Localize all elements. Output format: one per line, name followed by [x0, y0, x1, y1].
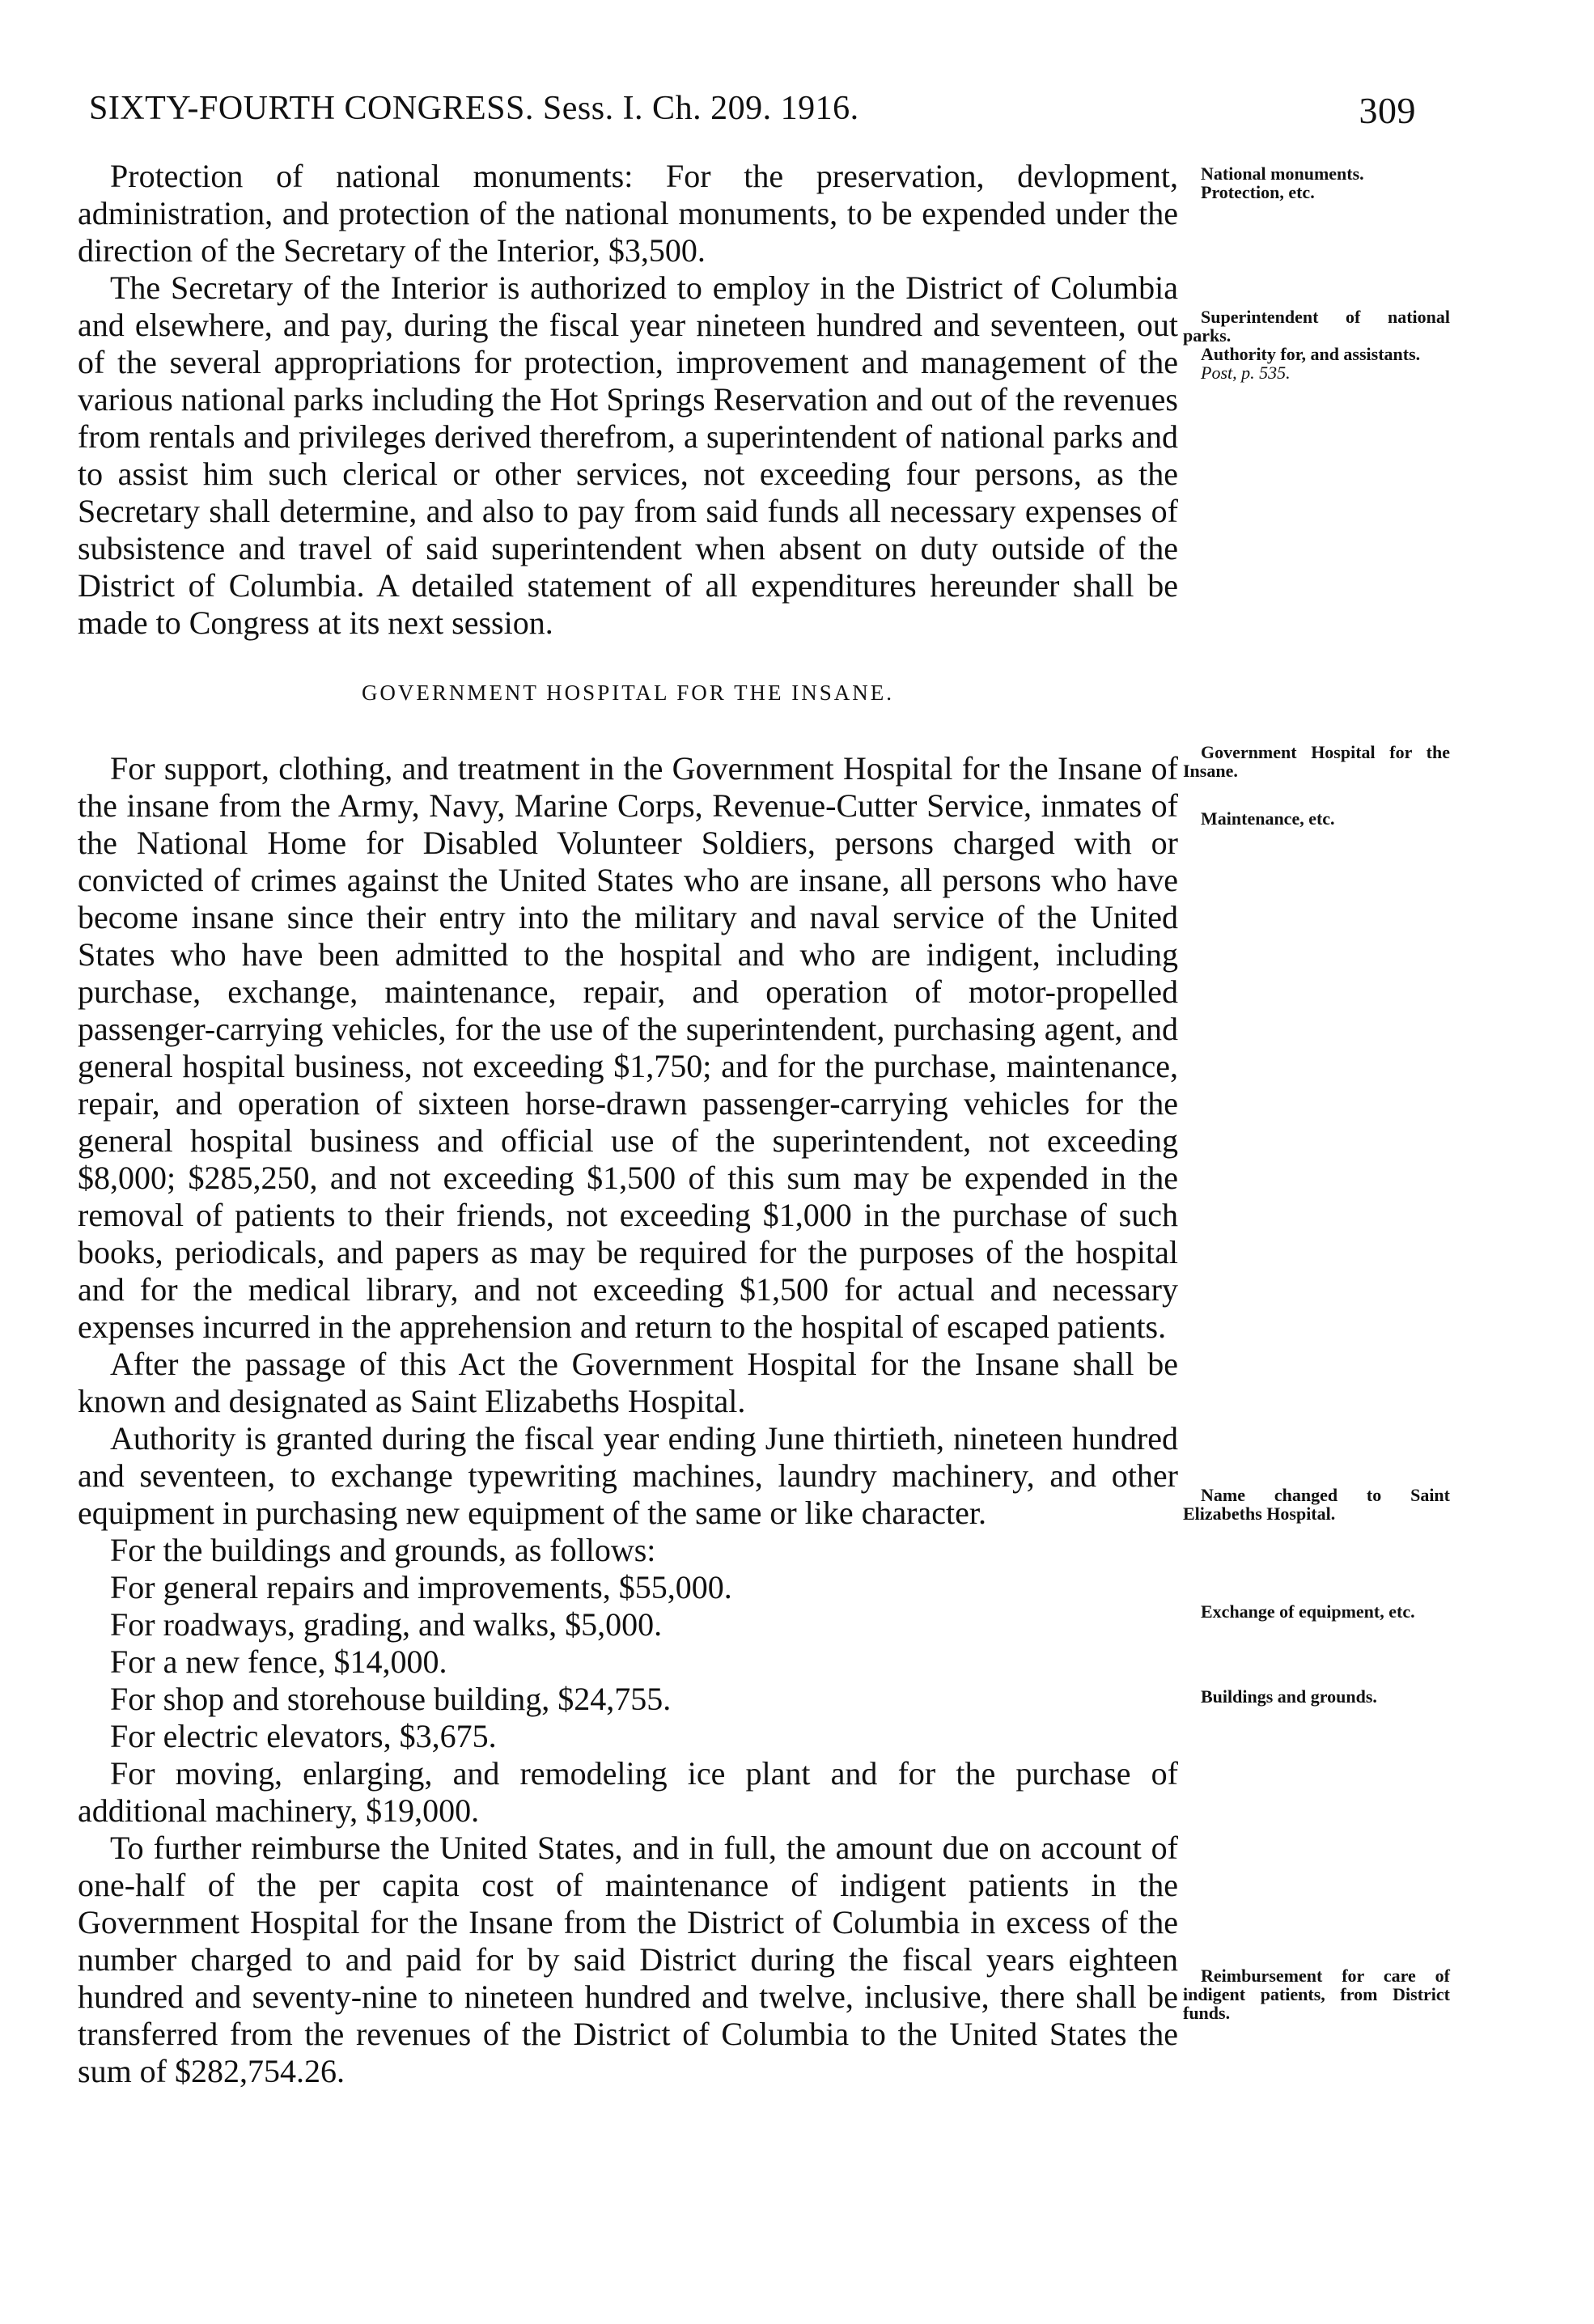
margin-note-maintenance: [1183, 809, 1450, 828]
running-header: [89, 89, 1416, 134]
margin-note-reference: Post, p. 535.: [1201, 363, 1291, 383]
section-heading: GOVERNMENT HOSPITAL FOR THE INSANE.: [361, 681, 895, 705]
main-text: [78, 158, 1178, 2090]
paragraph-national-monuments: Protection of national monuments: For the preservation, devlopment, administration, and protection of the national monuments, to be expended under the direction of the Secretary of the Interior, $3,500.: [78, 158, 1178, 269]
header-title: SIXTY-FOURTH CONGRESS. Sess. I. Ch. 209. 1916.: [89, 90, 859, 127]
margin-note-exchange: [1183, 1602, 1450, 1621]
margin-note-buildings: [1183, 1687, 1450, 1706]
paragraph-fence: For a new fence, $14,000.: [110, 1643, 447, 1680]
margin-note-line: Exchange of equipment, etc.: [1201, 1601, 1415, 1622]
paragraph-name-change: After the passage of this Act the Government Hospital for the Insane shall be known and designated as Saint Elizabeths Hospital.: [78, 1346, 1178, 1419]
margin-note-line: Name changed to Saint Elizabeths Hospital.: [1183, 1485, 1450, 1524]
margin-note-line: Authority for, and assistants.: [1201, 344, 1421, 364]
margin-note-name-changed: [1183, 1486, 1450, 1523]
margin-note-hospital: [1183, 743, 1450, 780]
margin-note-line: Reimbursement for care of indigent patients, from District funds.: [1183, 1966, 1450, 2023]
margin-note-line: Superintendent of national parks.: [1183, 307, 1450, 346]
margin-note-line: Protection, etc.: [1201, 182, 1315, 202]
paragraph-elevators: For electric elevators, $3,675.: [110, 1718, 497, 1754]
margin-note-line: Government Hospital for the Insane.: [1183, 742, 1450, 781]
margin-note-line: Maintenance, etc.: [1201, 808, 1335, 829]
margin-note-superintendent: [1183, 307, 1450, 382]
margin-note-line: Buildings and grounds.: [1201, 1686, 1377, 1707]
paragraph-general-repairs: For general repairs and improvements, $55,000.: [110, 1569, 732, 1605]
margin-note-national-monuments: [1183, 164, 1450, 201]
margin-note-line: National monuments.: [1201, 163, 1364, 184]
paragraph-reimbursement: To further reimburse the United States, and in full, the amount due on account of one-half of the per capita cost of maintenance of indigent patients in the Government Hospital for the Insane from the District of Columbia in excess of the number charged to and paid for by said District during the fiscal years eighteen hundred and seventy-nine to nineteen hundred and twelve, inclusive, there shall be transferred from the revenues of the District of Columbia to the United States the sum of $282,754.26.: [78, 1830, 1178, 2089]
paragraph-buildings-grounds: For the buildings and grounds, as follows:: [110, 1532, 656, 1568]
paragraph-superintendent-parks: The Secretary of the Interior is authorized to employ in the District of Columbia and elsewhere, and pay, during the fiscal year nineteen hundred and seventeen, out of the several appropriations for protection, improvement and management of the various national parks including the Hot Springs Reservation and out of the revenues from rentals and privileges derived therefrom, a superintendent of national parks and to assist him such clerical or other services, not exceeding four persons, as the Secretary shall determine, and also to pay from said funds all necessary expenses of subsistence and travel of said superintendent when absent on duty outside of the District of Columbia. A detailed statement of all expenditures hereunder shall be made to Congress at its next session.: [78, 269, 1178, 641]
paragraph-shop-storehouse: For shop and storehouse building, $24,755.: [110, 1681, 672, 1717]
margin-note-reimbursement: [1183, 1966, 1450, 2022]
paragraph-exchange-equipment: Authority is granted during the fiscal year ending June thirtieth, nineteen hundred and seventeen, to exchange typewriting machines, laundry machinery, and other equipment in purchasing new equipment of the same or like character.: [78, 1420, 1178, 1531]
page-number: 309: [1359, 90, 1416, 131]
paragraph-hospital-support: For support, clothing, and treatment in the Government Hospital for the Insane of the insane from the Army, Navy, Marine Corps, Revenue-Cutter Service, inmates of the National Home for Disabled Volunteer Soldiers, persons charged with or convicted of crimes against the United States who are insane, all persons who have become insane since their entry into the military and naval service of the United States who have been admitted to the hospital and who are indigent, including purchase, exchange, maintenance, repair, and operation of motor-propelled passenger-carrying vehicles, for the use of the superintendent, purchasing agent, and general hospital business, not exceeding $1,750; and for the purchase, maintenance, repair, and operation of sixteen horse-drawn passenger-carrying vehicles for the general hospital business and official use of the superintendent, not exceeding $8,000; $285,250, and not exceeding $1,500 of this sum may be expended in the removal of patients to their friends, not exceeding $1,000 in the purchase of such books, periodicals, and papers as may be required for the purposes of the hospital and for the medical library, and not exceeding $1,500 for actual and necessary expenses incurred in the apprehension and return to the hospital of escaped patients.: [78, 750, 1178, 1345]
paragraph-roadways: For roadways, grading, and walks, $5,000.: [110, 1606, 663, 1643]
paragraph-ice-plant: For moving, enlarging, and remodeling ice plant and for the purchase of additional machinery, $19,000.: [78, 1755, 1178, 1829]
